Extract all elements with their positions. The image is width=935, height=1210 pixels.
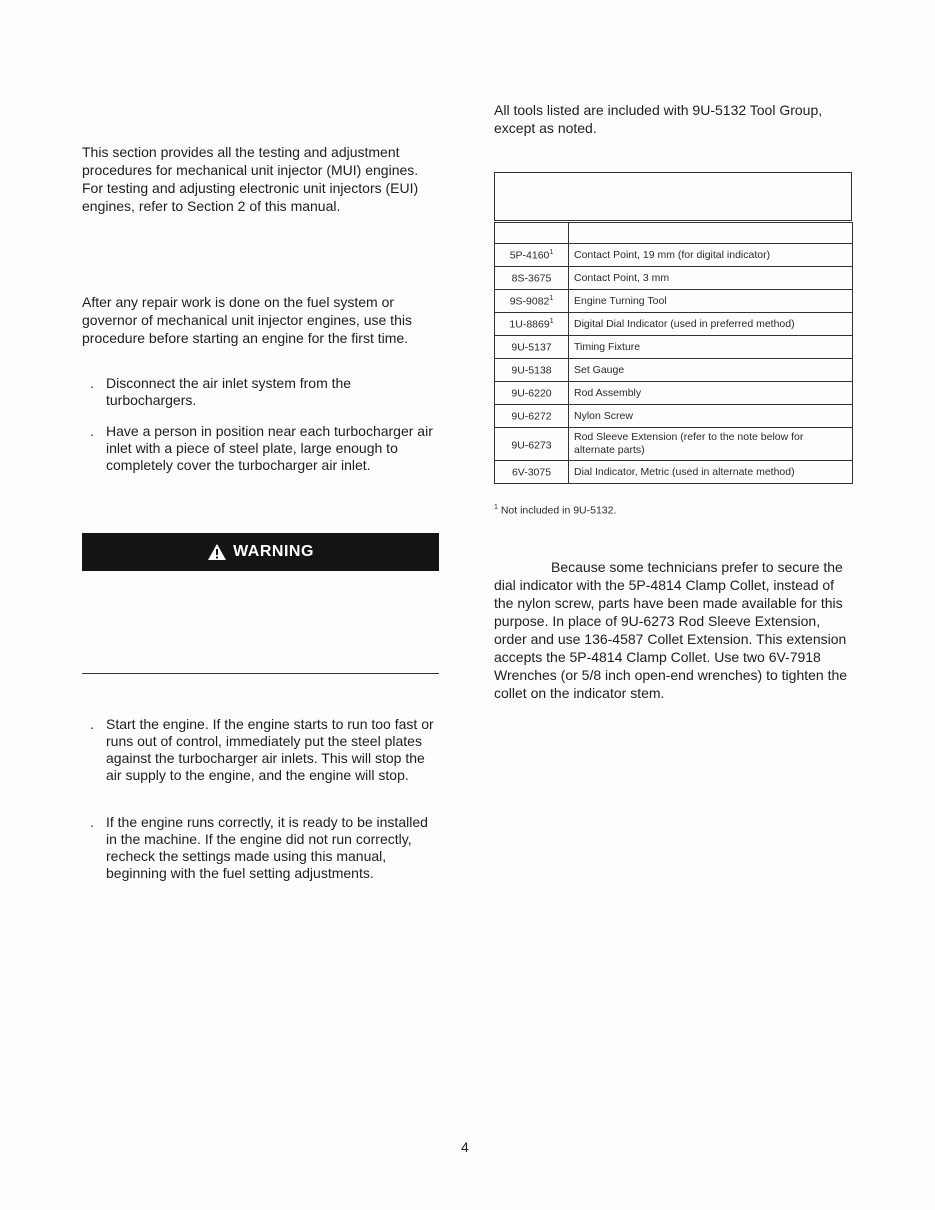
table-row	[495, 461, 853, 484]
warning-label: WARNING	[233, 543, 314, 560]
table-row	[495, 336, 853, 359]
table-row	[495, 428, 853, 461]
part-number-cell: 8S-3675	[495, 267, 569, 290]
collet-note-paragraph: Because some technicians prefer to secure the dial indicator with the 5P-4814 Clamp Collet, instead of the nylon screw, parts have been made available for this purpose. In place of 9U-6273 Rod Sleeve Extension, order and use 136-4587 Collet Extension. This extension accepts the 5P-4814 Clamp Collet. Use two 6V-7918 Wrenches (or 5/8 inch open-end wrenches) to tighten the collet on the indicator stem.	[494, 559, 848, 701]
description-cell: Rod Assembly	[569, 382, 853, 405]
step-marker: .	[90, 716, 94, 732]
part-number-cell: 5P-4160$^1$	[495, 244, 569, 267]
part-number-cell: 9U-6272	[495, 405, 569, 428]
step-start-engine	[90, 716, 436, 784]
step-disconnect-air-inlet	[90, 375, 436, 409]
step-text: If the engine runs correctly, it is ready to be installed in the machine. If the engine did not run correctly, recheck the settings made using this manual, beginning with the fuel setting adjustments.	[106, 814, 428, 881]
step-text: Have a person in position near each turbocharger air inlet with a piece of steel plate, large enough to completely cover the turbocharger air inlet.	[106, 423, 433, 473]
step-marker: .	[90, 814, 94, 830]
step-engine-runs-correctly	[90, 814, 436, 882]
header-cell-description	[569, 223, 853, 244]
step-marker: .	[90, 375, 94, 391]
part-number-cell: 6V-3075	[495, 461, 569, 484]
description-cell: Set Gauge	[569, 359, 853, 382]
table-row	[495, 290, 853, 313]
table-header-row	[495, 223, 853, 244]
step-marker: .	[90, 423, 94, 439]
table-row	[495, 382, 853, 405]
part-number-cell: 1U-8869$^1$	[495, 313, 569, 336]
table-row	[495, 244, 853, 267]
description-cell: Timing Fixture	[569, 336, 853, 359]
step-steel-plate	[90, 423, 442, 474]
tools-note: All tools listed are included with 9U-5132 Tool Group, except as noted.	[494, 102, 823, 136]
part-number-cell: 9U-5137	[495, 336, 569, 359]
description-cell: Contact Point, 19 mm (for digital indicator)	[569, 244, 853, 267]
description-cell: Rod Sleeve Extension (refer to the note below for alternate parts)	[569, 428, 853, 461]
description-cell: Nylon Screw	[569, 405, 853, 428]
page-number: 4	[461, 1139, 469, 1155]
warning-triangle-icon	[207, 543, 227, 561]
footnote-text: Not included in 9U-5132.	[500, 504, 617, 517]
description-cell: Engine Turning Tool	[569, 290, 853, 313]
description-cell: Dial Indicator, Metric (used in alternate method)	[569, 461, 853, 484]
description-cell: Contact Point, 3 mm	[569, 267, 853, 290]
part-number-cell: 9U-6220	[495, 382, 569, 405]
table-row	[495, 313, 853, 336]
warning-banner	[82, 533, 439, 571]
table-row	[495, 267, 853, 290]
tools-table-title-box	[494, 172, 852, 221]
header-cell-part	[495, 223, 569, 244]
warning-divider	[82, 673, 439, 674]
table-row	[495, 359, 853, 382]
tools-table	[494, 222, 853, 484]
intro-paragraph: This section provides all the testing and adjustment procedures for mechanical unit injector (MUI) engines. For testing and adjusting electronic unit injectors (EUI) engines, refer to Section 2 of this manual.	[82, 144, 419, 214]
table-row	[495, 405, 853, 428]
procedure-intro-paragraph: After any repair work is done on the fuel system or governor of mechanical unit injector engines, use this procedure before starting an engine for the first time.	[82, 294, 412, 346]
step-text: Disconnect the air inlet system from the turbochargers.	[106, 375, 352, 408]
table-footnote	[494, 504, 616, 517]
footnote-mark: 1	[494, 504, 498, 511]
part-number-cell: 9U-6273	[495, 428, 569, 461]
part-number-cell: 9S-9082$^1$	[495, 290, 569, 313]
step-text: Start the engine. If the engine starts to run too fast or runs out of control, immediately put the steel plates against the turbocharger air inlets. This will stop the air supply to the engine, and the engine will stop.	[106, 716, 434, 783]
description-cell: Digital Dial Indicator (used in preferred method)	[569, 313, 853, 336]
part-number-cell: 9U-5138	[495, 359, 569, 382]
